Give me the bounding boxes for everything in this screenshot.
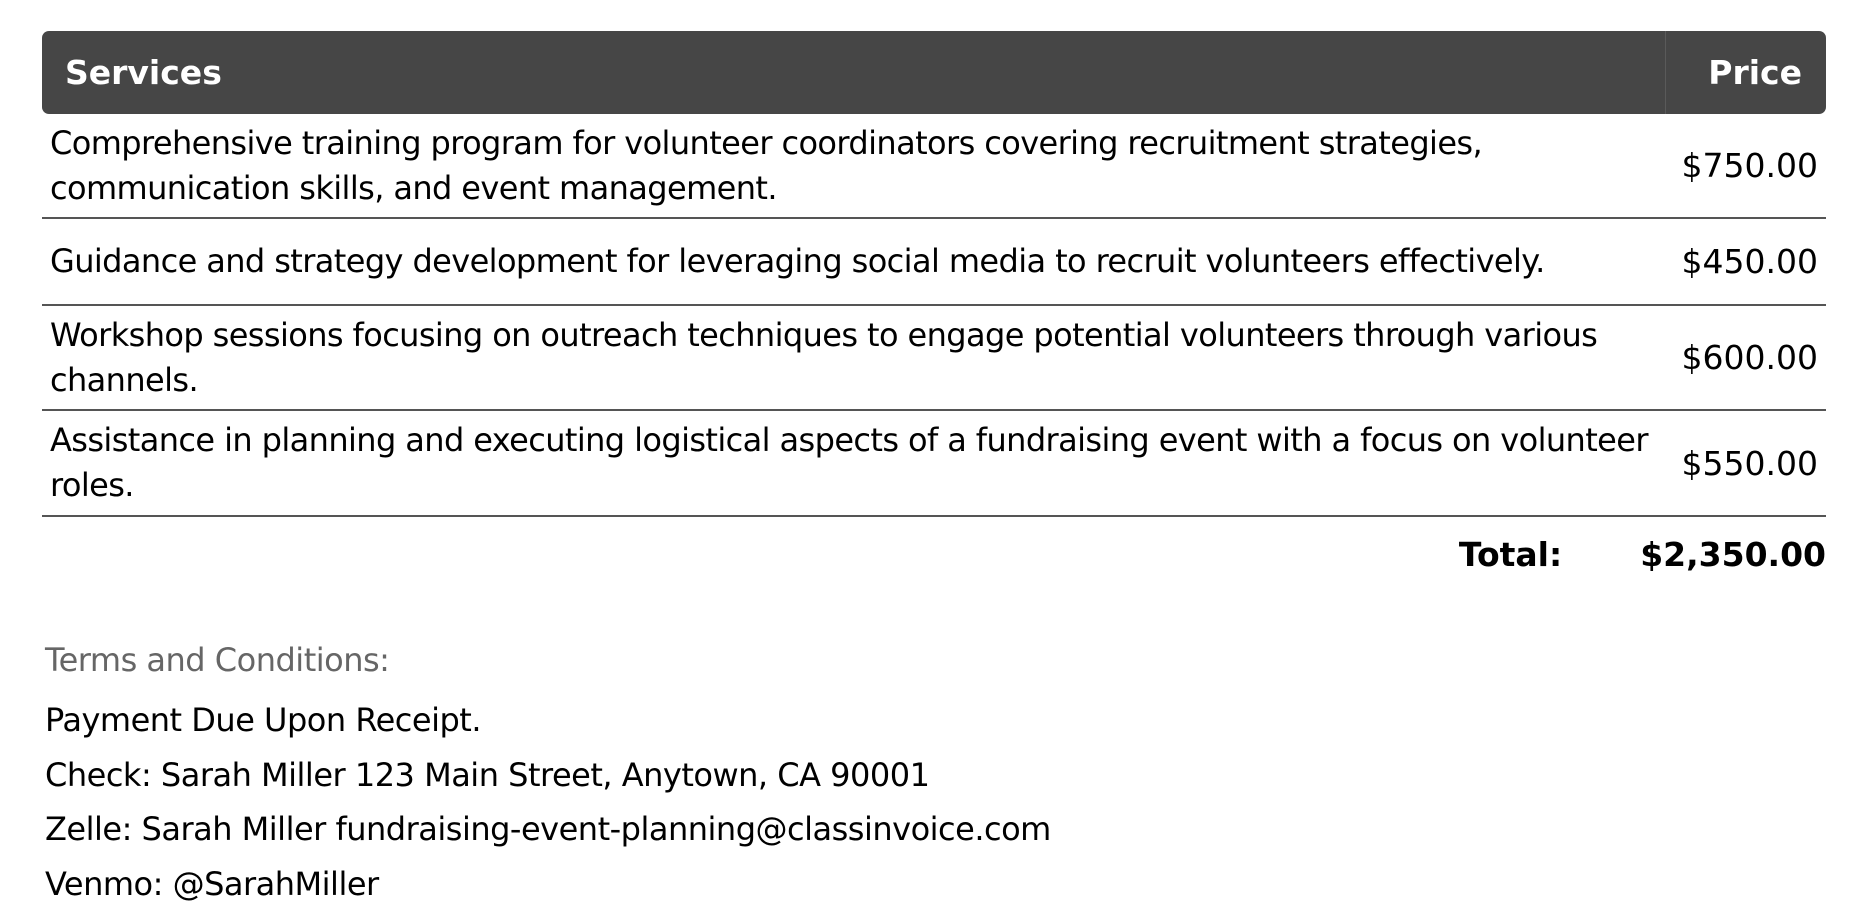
terms-zelle: Zelle: Sarah Miller fundraising-event-planning@classinvoice.com [45,802,1051,857]
table-row [42,219,1826,306]
service-price: $600.00 [1666,338,1826,377]
total-value: $2,350.00 [1640,535,1826,574]
header-price: Price [1666,31,1826,114]
terms-check: Check: Sarah Miller 123 Main Street, Anytown, CA 90001 [45,748,1051,803]
total-label: Total: [1459,535,1562,574]
table-row [42,411,1826,517]
services-table [42,31,1826,517]
service-price: $550.00 [1666,444,1826,483]
table-row [42,114,1826,219]
service-price: $450.00 [1666,242,1826,281]
service-description: Comprehensive training program for volunteer coordinators covering recruitment strategies, communication skills, and event management. [42,121,1666,211]
service-description: Guidance and strategy development for leveraging social media to recruit volunteers effectively. [42,239,1666,284]
terms-section [45,638,1051,911]
terms-heading: Terms and Conditions: [45,638,1051,682]
service-description: Workshop sessions focusing on outreach techniques to engage potential volunteers through various channels. [42,313,1666,403]
total-row [1459,535,1826,574]
terms-payment-due: Payment Due Upon Receipt. [45,693,1051,748]
table-row [42,306,1826,411]
table-header [42,31,1826,114]
service-price: $750.00 [1666,146,1826,185]
header-services: Services [42,31,1666,114]
service-description: Assistance in planning and executing logistical aspects of a fundraising event with a focus on volunteer roles. [42,418,1666,508]
terms-venmo: Venmo: @SarahMiller [45,857,1051,911]
